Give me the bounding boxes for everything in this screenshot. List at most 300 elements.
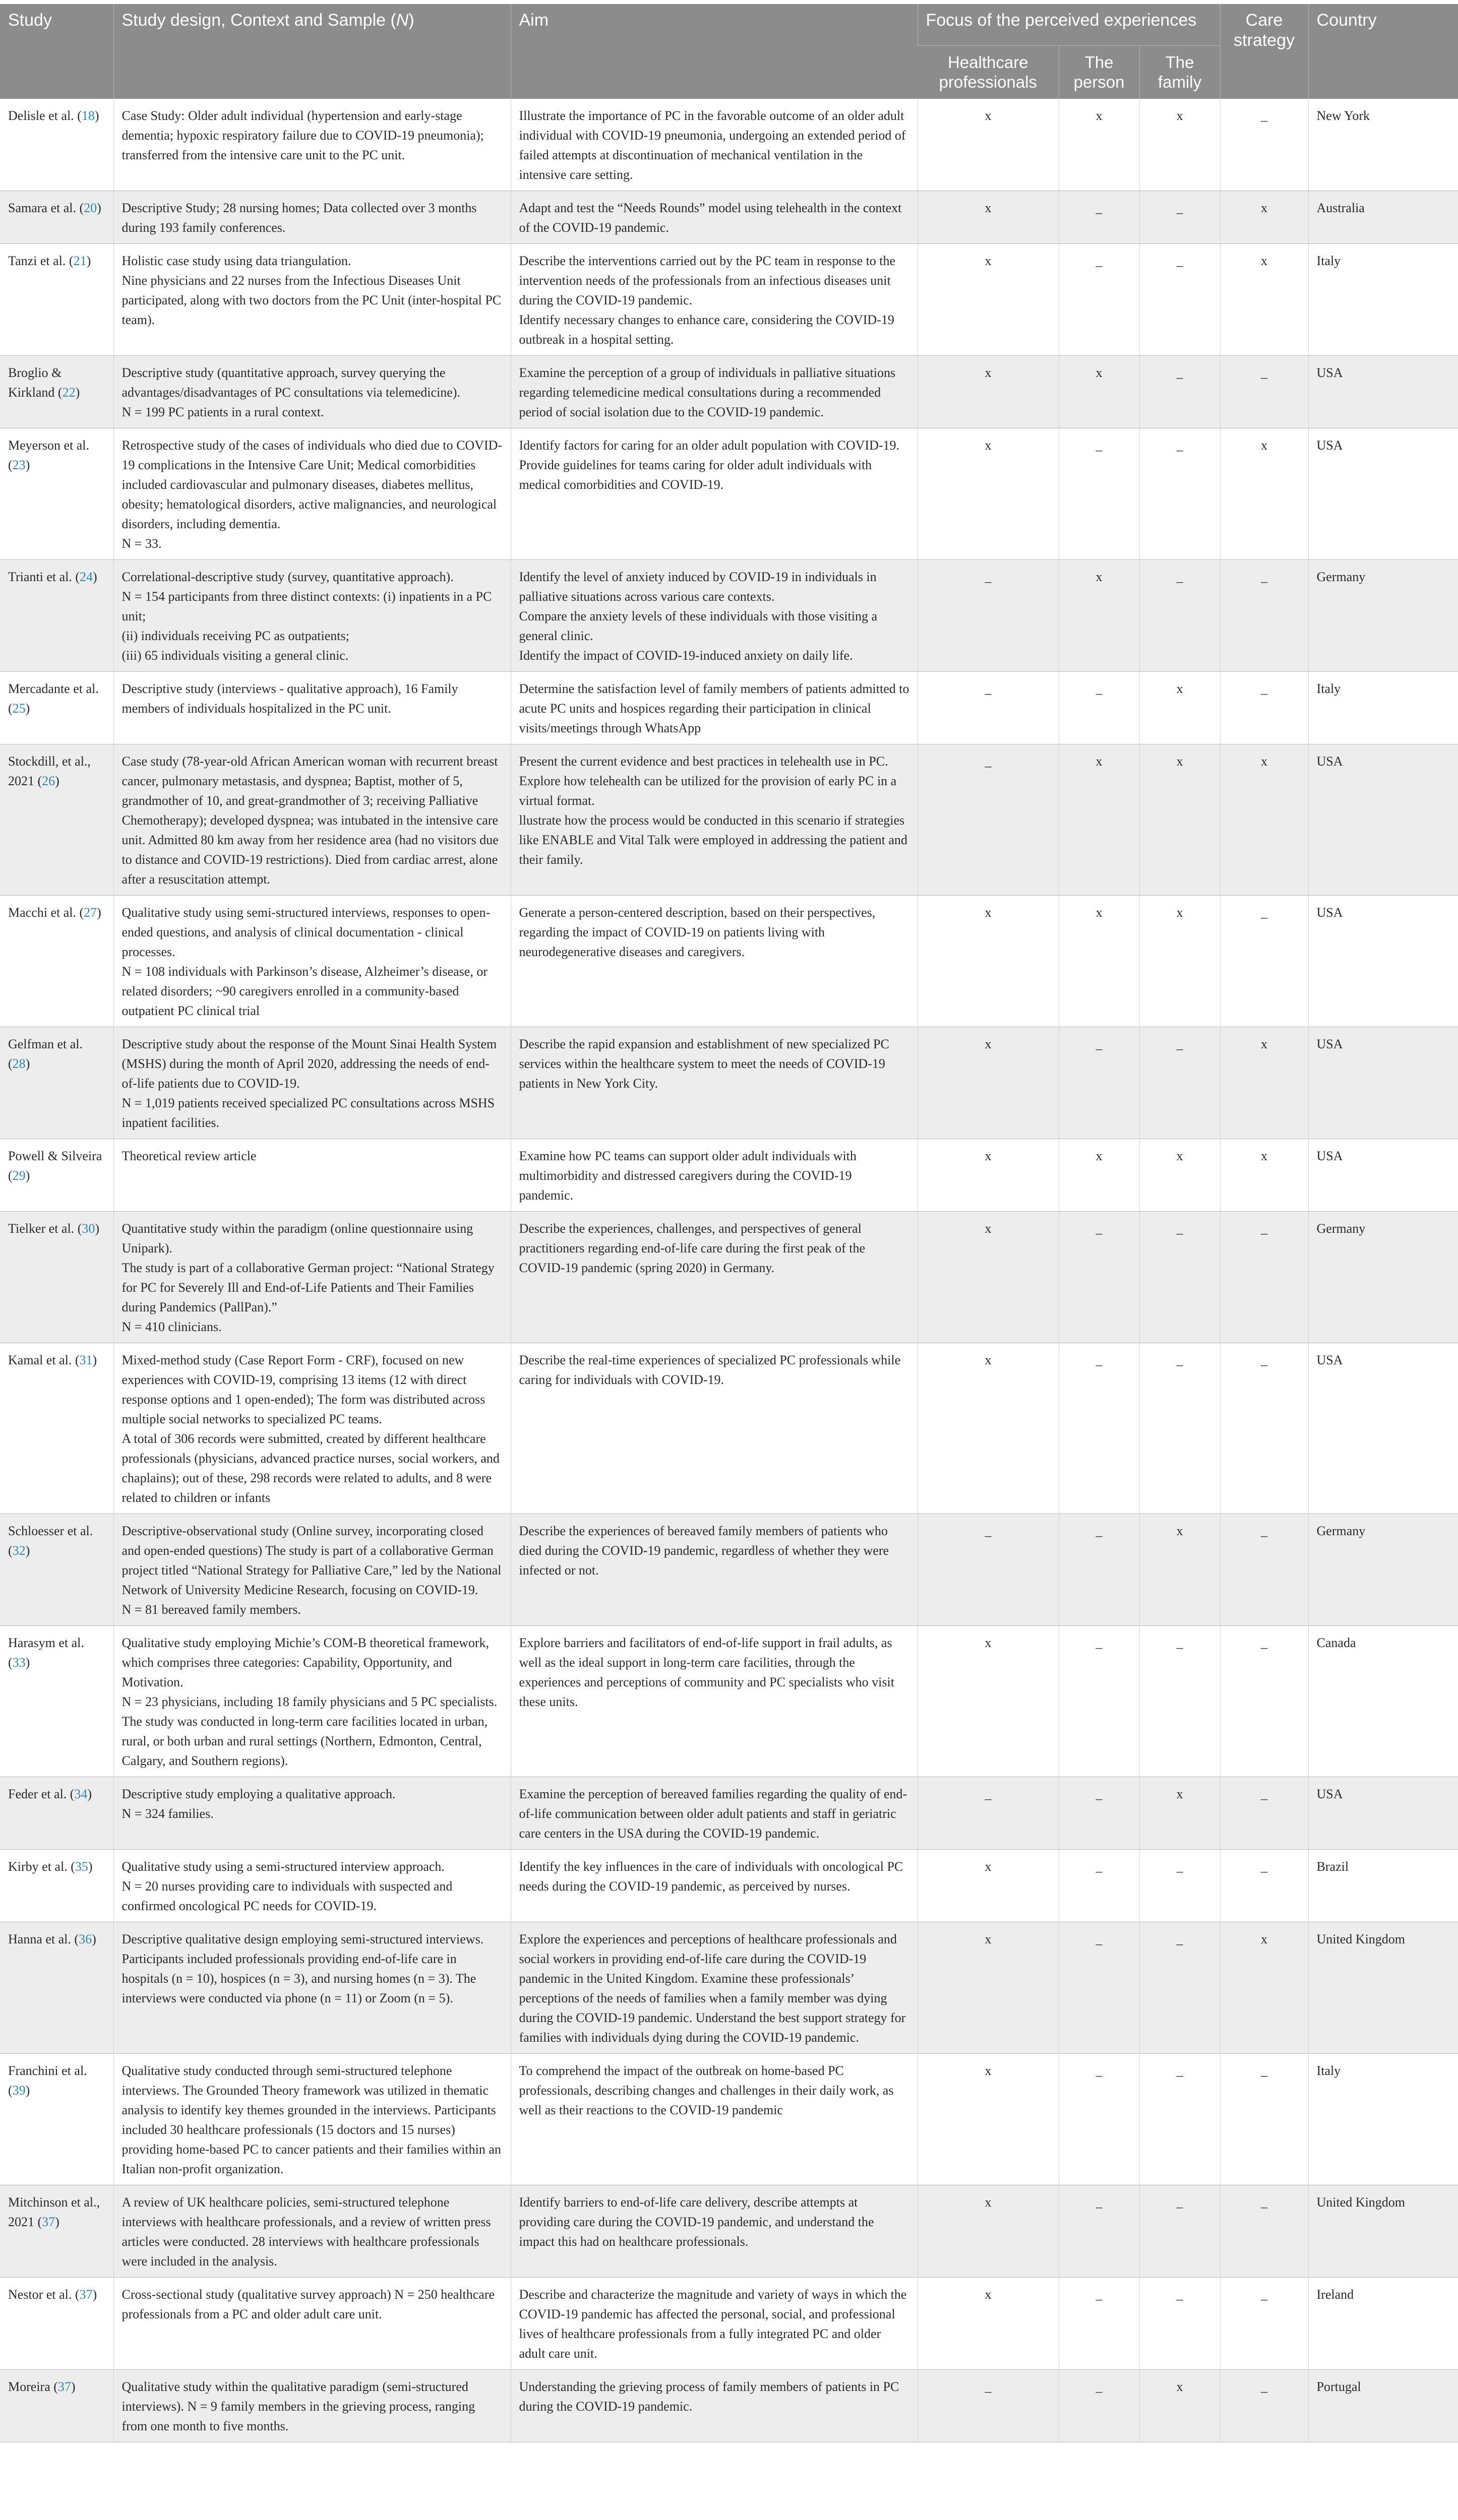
- cell-study: Kamal et al. (31): [0, 1343, 113, 1514]
- design-line: Descriptive study employing a qualitative approach.: [122, 1787, 396, 1801]
- design-line: The study is part of a collaborative German project: “National Strategy for PC for Severely Ill and End-of-Life Patients and Their Families during Pandemics (PallPan).”: [122, 1261, 495, 1314]
- cell-the-person: _: [1059, 1027, 1139, 1139]
- cell-healthcare-professionals: x: [918, 2185, 1059, 2278]
- study-ref-link[interactable]: 34: [74, 1787, 88, 1801]
- design-line: N = 154 participants from three distinct contexts: (i) inpatients in a PC unit;: [122, 589, 492, 623]
- table-row: [0, 1777, 1458, 1850]
- cell-study: Moreira (37): [0, 2370, 113, 2442]
- design-line: Descriptive study (quantitative approach, survey querying the advantages/disadvantages of PC consultations via telemedicine).: [122, 365, 460, 400]
- design-line: N = 199 PC patients in a rural context.: [122, 405, 324, 419]
- cell-aim: [511, 2054, 918, 2185]
- cell-aim: [511, 1212, 918, 1343]
- aim-line: Explore how telehealth can be utilized for the provision of early PC in a virtual format.: [519, 774, 897, 808]
- cell-the-person: _: [1059, 244, 1139, 356]
- cell-study: Stockdill, et al., 2021 (26): [0, 744, 113, 896]
- cell-country: Portugal: [1308, 2370, 1458, 2442]
- cell-the-person: _: [1059, 1922, 1139, 2054]
- cell-care-strategy: _: [1220, 1850, 1308, 1922]
- cell-country: Australia: [1308, 191, 1458, 244]
- table-row: [0, 2185, 1458, 2278]
- header-care-strategy: Care strategy: [1220, 4, 1308, 99]
- study-author: Schloesser et al.: [8, 1524, 93, 1538]
- cell-country: USA: [1308, 356, 1458, 428]
- table-row: [0, 1343, 1458, 1514]
- cell-the-person: _: [1059, 2054, 1139, 2185]
- study-ref-link[interactable]: 32: [12, 1543, 26, 1558]
- design-line: A total of 306 records were submitted, created by different healthcare professionals (physicians, advanced practice nurses, social workers, and chaplains); out of these, 298 records were related to adults, and 8 were related to children or infants: [122, 1431, 500, 1505]
- cell-country: USA: [1308, 1027, 1458, 1139]
- cell-aim: [511, 744, 918, 896]
- cell-design: [113, 1777, 511, 1850]
- table-row: [0, 1139, 1458, 1212]
- cell-the-family: _: [1139, 244, 1220, 356]
- cell-the-family: _: [1139, 356, 1220, 428]
- cell-design: [113, 1626, 511, 1777]
- cell-care-strategy: x: [1220, 191, 1308, 244]
- design-line: Descriptive Study; 28 nursing homes; Data collected over 3 months during 193 family conferences.: [122, 201, 477, 235]
- cell-care-strategy: _: [1220, 2054, 1308, 2185]
- aim-line: Present the current evidence and best practices in telehealth use in PC.: [519, 754, 888, 769]
- study-author: Stockdill, et al., 2021: [8, 754, 91, 788]
- cell-design: [113, 1027, 511, 1139]
- studies-table: [0, 4, 1458, 2442]
- study-author: Franchini et al.: [8, 2063, 87, 2078]
- cell-care-strategy: _: [1220, 99, 1308, 191]
- aim-line: Describe and characterize the magnitude and variety of ways in which the COVID-19 pandemic has affected the personal, social, and professional lives of healthcare professionals from a fully integrated PC and older adult care unit.: [519, 2287, 907, 2361]
- cell-study: Tielker et al. (30): [0, 1212, 113, 1343]
- cell-care-strategy: _: [1220, 1212, 1308, 1343]
- cell-the-family: _: [1139, 560, 1220, 672]
- cell-aim: [511, 2278, 918, 2370]
- cell-the-person: _: [1059, 1777, 1139, 1850]
- design-line: Qualitative study using a semi-structured interview approach.: [122, 1859, 445, 1874]
- cell-country: USA: [1308, 744, 1458, 896]
- cell-the-family: _: [1139, 428, 1220, 560]
- table-row: [0, 1922, 1458, 2054]
- aim-line: Understanding the grieving process of family members of patients in PC during the COVID-19 pandemic.: [519, 2379, 899, 2414]
- cell-the-person: x: [1059, 99, 1139, 191]
- study-author: Meyerson et al.: [8, 438, 90, 453]
- design-line: Qualitative study using semi-structured interviews, responses to open-ended questions, and analysis of clinical documentation - clinical processes.: [122, 905, 491, 959]
- cell-study: Hanna et al. (36): [0, 1922, 113, 2054]
- study-author: Mercadante et al.: [8, 681, 99, 696]
- cell-aim: [511, 356, 918, 428]
- cell-design: [113, 2054, 511, 2185]
- cell-study: Tanzi et al. (21): [0, 244, 113, 356]
- cell-aim: [511, 1514, 918, 1626]
- study-author: Broglio & Kirkland: [8, 365, 62, 400]
- study-author: Kirby et al.: [8, 1859, 68, 1874]
- cell-aim: [511, 1922, 918, 2054]
- study-author: Harasym et al.: [8, 1635, 84, 1650]
- table-row: [0, 1027, 1458, 1139]
- cell-aim: [511, 2370, 918, 2442]
- cell-design: [113, 244, 511, 356]
- cell-the-person: x: [1059, 356, 1139, 428]
- table-row: [0, 560, 1458, 672]
- cell-aim: [511, 1850, 918, 1922]
- cell-aim: [511, 1626, 918, 1777]
- design-line: Descriptive qualitative design employing semi-structured interviews. Participants included professionals providing end-of-life care in hospitals (n = 10), hospices (n = 3), and nursing homes (n = 3). The interviews were conducted via phone (n = 11) or Zoom (n = 5).: [122, 1932, 484, 2005]
- aim-line: Identify the key influences in the care of individuals with oncological PC needs during the COVID-19 pandemic, as perceived by nurses.: [519, 1859, 903, 1894]
- cell-design: [113, 1514, 511, 1626]
- aim-line: Identify factors for caring for an older adult population with COVID-19.: [519, 438, 900, 453]
- cell-the-family: _: [1139, 191, 1220, 244]
- table-row: [0, 2054, 1458, 2185]
- cell-the-family: x: [1139, 672, 1220, 744]
- study-author: Delisle et al.: [8, 108, 74, 123]
- table-row: [0, 1212, 1458, 1343]
- cell-design: [113, 2278, 511, 2370]
- cell-the-person: _: [1059, 2185, 1139, 2278]
- table-row: [0, 672, 1458, 744]
- aim-line: Generate a person-centered description, based on their perspectives, regarding the impact of COVID-19 on patients living with neurodegenerative diseases and caregivers.: [519, 905, 876, 959]
- study-author: Tanzi et al.: [8, 254, 66, 268]
- cell-the-person: x: [1059, 1139, 1139, 1212]
- aim-line: Identify the impact of COVID-19-induced anxiety on daily life.: [519, 648, 853, 663]
- cell-care-strategy: x: [1220, 744, 1308, 896]
- cell-healthcare-professionals: x: [918, 2278, 1059, 2370]
- study-ref-link[interactable]: 31: [79, 1353, 93, 1367]
- aim-line: Describe the experiences of bereaved family members of patients who died during the COVID-19 pandemic, regardless of whether they were infected or not.: [519, 1524, 889, 1578]
- cell-design: [113, 560, 511, 672]
- header-aim: Aim: [511, 4, 918, 99]
- cell-the-family: x: [1139, 99, 1220, 191]
- cell-country: Brazil: [1308, 1850, 1458, 1922]
- design-line: (ii) individuals receiving PC as outpatients;: [122, 628, 349, 643]
- cell-design: [113, 99, 511, 191]
- cell-study: Franchini et al. (39): [0, 2054, 113, 2185]
- cell-the-person: _: [1059, 1626, 1139, 1777]
- cell-design: [113, 744, 511, 896]
- cell-design: [113, 672, 511, 744]
- cell-healthcare-professionals: x: [918, 1850, 1059, 1922]
- design-line: Theoretical review article: [122, 1149, 257, 1163]
- cell-the-person: _: [1059, 191, 1139, 244]
- cell-country: USA: [1308, 428, 1458, 560]
- cell-healthcare-professionals: x: [918, 99, 1059, 191]
- cell-the-person: x: [1059, 744, 1139, 896]
- cell-healthcare-professionals: x: [918, 356, 1059, 428]
- cell-care-strategy: _: [1220, 560, 1308, 672]
- aim-line: Describe the experiences, challenges, and perspectives of general practitioners regarding end-of-life care during the first peak of the COVID-19 pandemic (spring 2020) in Germany.: [519, 1221, 866, 1275]
- study-ref-link[interactable]: 27: [84, 905, 97, 920]
- aim-line: Adapt and test the “Needs Rounds” model using telehealth in the context of the COVID-19 pandemic.: [519, 201, 902, 235]
- cell-aim: [511, 1777, 918, 1850]
- cell-care-strategy: _: [1220, 356, 1308, 428]
- cell-aim: [511, 896, 918, 1027]
- cell-study: Kirby et al. (35): [0, 1850, 113, 1922]
- cell-the-family: _: [1139, 1027, 1220, 1139]
- cell-healthcare-professionals: _: [918, 1514, 1059, 1626]
- table-row: [0, 99, 1458, 191]
- design-line: N = 1,019 patients received specialized PC consultations across MSHS inpatient facilities.: [122, 1096, 495, 1130]
- cell-healthcare-professionals: x: [918, 1626, 1059, 1777]
- study-author: Macchi et al.: [8, 905, 76, 920]
- cell-healthcare-professionals: x: [918, 1212, 1059, 1343]
- study-ref-link[interactable]: 28: [12, 1056, 26, 1071]
- study-author: Nestor et al.: [8, 2287, 72, 2302]
- study-ref-link[interactable]: 18: [81, 108, 95, 123]
- study-author: Mitchinson et al., 2021: [8, 2195, 100, 2229]
- cell-study: Mercadante et al. (25): [0, 672, 113, 744]
- table-row: [0, 244, 1458, 356]
- aim-line: Provide guidelines for teams caring for older adult individuals with medical comorbidities and COVID-19.: [519, 458, 872, 492]
- study-ref-link[interactable]: 33: [12, 1655, 26, 1670]
- aim-line: Describe the interventions carried out by the PC team in response to the intervention needs of the professionals from an infectious diseases unit during the COVID-19 pandemic.: [519, 254, 896, 307]
- cell-healthcare-professionals: x: [918, 1922, 1059, 2054]
- design-line: Cross-sectional study (qualitative survey approach) N = 250 healthcare professionals from a PC and older adult care unit.: [122, 2287, 495, 2321]
- study-author: Gelfman et al.: [8, 1037, 83, 1051]
- cell-the-family: _: [1139, 1626, 1220, 1777]
- cell-healthcare-professionals: x: [918, 2054, 1059, 2185]
- cell-care-strategy: _: [1220, 2278, 1308, 2370]
- study-ref-link[interactable]: 29: [12, 1168, 26, 1183]
- cell-the-family: x: [1139, 1139, 1220, 1212]
- cell-country: USA: [1308, 896, 1458, 1027]
- cell-the-family: x: [1139, 1777, 1220, 1850]
- study-author: Feder et al.: [8, 1787, 67, 1801]
- cell-healthcare-professionals: x: [918, 896, 1059, 1027]
- cell-country: USA: [1308, 1343, 1458, 1514]
- cell-country: New York: [1308, 99, 1458, 191]
- cell-the-family: _: [1139, 2278, 1220, 2370]
- cell-study: Meyerson et al. (23): [0, 428, 113, 560]
- study-author: Powell & Silveira: [8, 1149, 102, 1163]
- cell-the-person: _: [1059, 1514, 1139, 1626]
- header-design: [113, 4, 511, 99]
- study-ref-link[interactable]: 37: [42, 2215, 55, 2229]
- cell-the-person: _: [1059, 428, 1139, 560]
- cell-aim: [511, 1343, 918, 1514]
- table-header: [0, 4, 1458, 99]
- design-line: Qualitative study within the qualitative paradigm (semi-structured interviews). N = 9 family members in the grieving process, ranging from one month to five months.: [122, 2379, 475, 2433]
- cell-design: [113, 1139, 511, 1212]
- cell-the-family: x: [1139, 2370, 1220, 2442]
- cell-country: Germany: [1308, 1212, 1458, 1343]
- cell-healthcare-professionals: x: [918, 1139, 1059, 1212]
- cell-study: Feder et al. (34): [0, 1777, 113, 1850]
- cell-country: USA: [1308, 1139, 1458, 1212]
- study-ref-link[interactable]: 35: [75, 1859, 88, 1874]
- header-design-text: Study design, Context and Sample (: [122, 11, 396, 30]
- study-ref-link[interactable]: 36: [79, 1932, 92, 1946]
- cell-study: Mitchinson et al., 2021 (37): [0, 2185, 113, 2278]
- design-line: N = 23 physicians, including 18 family physicians and 5 PC specialists. The study was conducted in long-term care facilities located in urban, rural, or both urban and rural settings (Northern, Edmonton, Central, Calgary, and Southern regions).: [122, 1694, 498, 1768]
- cell-design: [113, 356, 511, 428]
- design-line: Retrospective study of the cases of individuals who died due to COVID-19 complications in the Intensive Care Unit; Medical comorbidities included cardiovascular and pulmonary diseases, diabetes mellitus, obesity; hematological disorders, active malignancies, and neurological disorders, including dementia.: [122, 438, 503, 531]
- cell-country: Germany: [1308, 1514, 1458, 1626]
- cell-country: United Kingdom: [1308, 1922, 1458, 2054]
- table-row: [0, 2370, 1458, 2442]
- study-author: Samara et al.: [8, 201, 76, 215]
- header-focus: Focus of the perceived experiences: [918, 4, 1220, 46]
- cell-study: Powell & Silveira (29): [0, 1139, 113, 1212]
- aim-line: Explore barriers and facilitators of end-of-life support in frail adults, as well as the ideal support in long-term care facilities, through the experiences and perceptions of community and PC specialists who visit these units.: [519, 1635, 894, 1709]
- cell-study: Trianti et al. (24): [0, 560, 113, 672]
- table-row: [0, 1514, 1458, 1626]
- cell-care-strategy: _: [1220, 1514, 1308, 1626]
- cell-design: [113, 1850, 511, 1922]
- study-ref-link[interactable]: 24: [80, 570, 93, 584]
- cell-healthcare-professionals: _: [918, 560, 1059, 672]
- design-line: N = 20 nurses providing care to individuals with suspected and confirmed oncological PC needs for COVID-19.: [122, 1879, 453, 1913]
- design-line: Correlational-descriptive study (survey, quantitative approach).: [122, 570, 454, 584]
- design-line: (iii) 65 individuals visiting a general clinic.: [122, 648, 349, 663]
- cell-care-strategy: _: [1220, 1343, 1308, 1514]
- cell-study: Nestor et al. (37): [0, 2278, 113, 2370]
- design-line: A review of UK healthcare policies, semi-structured telephone interviews with healthcare professionals, and a review of written press articles were conducted. 28 interviews with healthcare professionals were included in the analysis.: [122, 2195, 491, 2269]
- aim-line: Determine the satisfaction level of family members of patients admitted to acute PC units and hospices regarding their participation in clinical visits/meetings through WhatsApp: [519, 681, 909, 735]
- aim-line: Identify barriers to end-of-life care delivery, describe attempts at providing care during the COVID-19 pandemic, and understand the impact this had on healthcare professionals.: [519, 2195, 874, 2249]
- cell-study: Gelfman et al. (28): [0, 1027, 113, 1139]
- cell-care-strategy: x: [1220, 1027, 1308, 1139]
- cell-the-person: _: [1059, 2278, 1139, 2370]
- cell-aim: [511, 244, 918, 356]
- aim-line: Examine the perception of a group of individuals in palliative situations regarding telemedicine medical consultations during a recommended period of social isolation due to the COVID-19 pandemic.: [519, 365, 896, 419]
- study-author: Trianti et al.: [8, 570, 72, 584]
- aim-line: Describe the real-time experiences of specialized PC professionals while caring for individuals with COVID-19.: [519, 1353, 901, 1387]
- design-line: Descriptive study (interviews - qualitative approach), 16 Family members of individuals hospitalized in the PC unit.: [122, 681, 458, 716]
- cell-design: [113, 1922, 511, 2054]
- cell-aim: [511, 672, 918, 744]
- aim-line: Identify the level of anxiety induced by COVID-19 in individuals in palliative situations across various care contexts.: [519, 570, 877, 604]
- cell-care-strategy: _: [1220, 2370, 1308, 2442]
- cell-healthcare-professionals: x: [918, 428, 1059, 560]
- design-line: Qualitative study conducted through semi-structured telephone interviews. The Grounded Theory framework was utilized in thematic analysis to identify key themes grounded in the interviews. Participants included 30 healthcare professionals (15 doctors and 15 nurses) providing home-based PC to cancer patients and their families within an Italian non-profit organization.: [122, 2063, 501, 2176]
- design-line: Case Study: Older adult individual (hypertension and early-stage dementia; hypoxic respiratory failure due to COVID-19 pneumonia); transferred from the intensive care unit to the PC unit.: [122, 108, 484, 162]
- table-row: [0, 356, 1458, 428]
- aim-line: To comprehend the impact of the outbreak on home-based PC professionals, describing changes and challenges in their daily work, as well as their reactions to the COVID-19 pandemic: [519, 2063, 894, 2117]
- study-ref-link[interactable]: 26: [42, 774, 55, 788]
- aim-line: llustrate how the process would be conducted in this scenario if strategies like ENABLE and Vital Talk were employed in addressing the patient and their family.: [519, 813, 907, 867]
- cell-country: United Kingdom: [1308, 2185, 1458, 2278]
- cell-healthcare-professionals: _: [918, 1777, 1059, 1850]
- table-row: [0, 428, 1458, 560]
- study-ref-link[interactable]: 37: [79, 2287, 93, 2302]
- cell-design: [113, 191, 511, 244]
- cell-country: Italy: [1308, 2054, 1458, 2185]
- header-country: Country: [1308, 4, 1458, 99]
- cell-care-strategy: x: [1220, 428, 1308, 560]
- design-line: Holistic case study using data triangulation.: [122, 254, 351, 268]
- cell-healthcare-professionals: _: [918, 744, 1059, 896]
- table-row: [0, 1850, 1458, 1922]
- study-author: Hanna et al.: [8, 1932, 71, 1946]
- cell-the-person: _: [1059, 1850, 1139, 1922]
- table-row: [0, 744, 1458, 896]
- cell-country: Italy: [1308, 672, 1458, 744]
- study-ref-link[interactable]: 30: [82, 1221, 95, 1236]
- cell-study: Samara et al. (20): [0, 191, 113, 244]
- cell-care-strategy: _: [1220, 896, 1308, 1027]
- header-the-person: The person: [1059, 46, 1139, 99]
- design-line: Case study (78-year-old African American woman with recurrent breast cancer, pulmonary metastasis, and dyspnea; Baptist, mother of 5, grandmother of 10, and great-grandmother of 3; receiving Palliative Chemotherapy); developed dyspnea; was intubated in the intensive care unit. Admitted 80 km away from her residence area (had no visitors due to distance and COVID-19 restrictions). Died from cardiac arrest, alone after a resuscitation attempt.: [122, 754, 499, 887]
- table-row: [0, 2278, 1458, 2370]
- cell-aim: [511, 99, 918, 191]
- cell-aim: [511, 2185, 918, 2278]
- study-ref-link[interactable]: 37: [57, 2379, 71, 2394]
- study-ref-link[interactable]: 22: [62, 385, 76, 400]
- study-ref-link[interactable]: 20: [84, 201, 97, 215]
- design-line: Nine physicians and 22 nurses from the Infectious Diseases Unit participated, along with two doctors from the PC Unit (inter-hospital PC team).: [122, 273, 502, 327]
- cell-the-family: x: [1139, 744, 1220, 896]
- cell-country: Italy: [1308, 244, 1458, 356]
- cell-the-person: _: [1059, 1343, 1139, 1514]
- cell-the-family: x: [1139, 896, 1220, 1027]
- cell-healthcare-professionals: x: [918, 191, 1059, 244]
- aim-line: Examine the perception of bereaved families regarding the quality of end-of-life communication between older adult patients and staff in geriatric care centers in the USA during the COVID-19 pandemic.: [519, 1787, 907, 1841]
- header-design-close: ): [408, 11, 414, 30]
- aim-line: Illustrate the importance of PC in the favorable outcome of an older adult individual with COVID-19 pneumonia, undergoing an extended period of failed attempts at discontinuation of mechanical ventilation in the intensive care setting.: [519, 108, 906, 182]
- aim-line: Explore the experiences and perceptions of healthcare professionals and social workers in providing end-of-life care during the COVID-19 pandemic in the United Kingdom. Examine these professionals’ perceptions of the needs of families when a family member was dying during the COVID-19 pandemic. Understand the best support strategy for families with individuals dying during the COVID-19 pandemic.: [519, 1932, 906, 2045]
- cell-the-family: _: [1139, 1343, 1220, 1514]
- cell-the-family: _: [1139, 2185, 1220, 2278]
- study-author: Tielker et al.: [8, 1221, 75, 1236]
- cell-care-strategy: _: [1220, 1626, 1308, 1777]
- cell-the-family: _: [1139, 1212, 1220, 1343]
- aim-line: Describe the rapid expansion and establishment of new specialized PC services within the healthcare system to meet the needs of COVID-19 patients in New York City.: [519, 1037, 889, 1091]
- header-healthcare-professionals: Healthcare professionals: [918, 46, 1059, 99]
- cell-design: [113, 2185, 511, 2278]
- cell-healthcare-professionals: x: [918, 1343, 1059, 1514]
- design-line: N = 410 clinicians.: [122, 1319, 222, 1334]
- design-line: Mixed-method study (Case Report Form - CRF), focused on new experiences with COVID-19, comprising 13 items (12 with direct response options and 1 open-ended); The form was distributed across multiple social networks to specialized PC teams.: [122, 1353, 485, 1426]
- study-ref-link[interactable]: 25: [12, 701, 26, 716]
- cell-care-strategy: x: [1220, 1139, 1308, 1212]
- cell-aim: [511, 1139, 918, 1212]
- design-line: Descriptive study about the response of the Mount Sinai Health System (MSHS) during the month of April 2020, addressing the needs of end-of-life patients due to COVID-19.: [122, 1037, 497, 1091]
- cell-study: Macchi et al. (27): [0, 896, 113, 1027]
- study-ref-link[interactable]: 39: [12, 2083, 26, 2098]
- cell-aim: [511, 191, 918, 244]
- cell-country: Ireland: [1308, 2278, 1458, 2370]
- cell-country: USA: [1308, 1777, 1458, 1850]
- cell-design: [113, 428, 511, 560]
- aim-line: Examine how PC teams can support older adult individuals with multimorbidity and distressed caregivers during the COVID-19 pandemic.: [519, 1149, 857, 1203]
- study-ref-link[interactable]: 23: [12, 458, 26, 472]
- cell-design: [113, 1343, 511, 1514]
- cell-study: Schloesser et al. (32): [0, 1514, 113, 1626]
- cell-healthcare-professionals: x: [918, 244, 1059, 356]
- cell-the-person: _: [1059, 2370, 1139, 2442]
- cell-the-family: _: [1139, 1922, 1220, 2054]
- cell-study: Broglio & Kirkland (22): [0, 356, 113, 428]
- design-line: N = 324 families.: [122, 1806, 214, 1821]
- aim-line: Compare the anxiety levels of these individuals with those visiting a general clinic.: [519, 609, 878, 643]
- cell-the-person: x: [1059, 560, 1139, 672]
- cell-aim: [511, 428, 918, 560]
- design-line: Qualitative study employing Michie’s COM-B theoretical framework, which comprises three categories: Capability, Opportunity, and Motivation.: [122, 1635, 490, 1689]
- cell-the-person: _: [1059, 672, 1139, 744]
- study-ref-link[interactable]: 21: [73, 254, 87, 268]
- cell-the-family: _: [1139, 2054, 1220, 2185]
- cell-country: Germany: [1308, 560, 1458, 672]
- cell-healthcare-professionals: x: [918, 1027, 1059, 1139]
- aim-line: Identify necessary changes to enhance care, considering the COVID-19 outbreak in a hospital setting.: [519, 312, 894, 347]
- cell-country: Canada: [1308, 1626, 1458, 1777]
- design-line: Descriptive-observational study (Online survey, incorporating closed and open-ended questions) The study is part of a collaborative German project titled “National Strategy for Palliative Care,” led by the National Network of University Medicine Research, focusing on COVID-19.: [122, 1524, 502, 1597]
- cell-healthcare-professionals: _: [918, 2370, 1059, 2442]
- cell-care-strategy: _: [1220, 1777, 1308, 1850]
- cell-the-family: x: [1139, 1514, 1220, 1626]
- cell-aim: [511, 560, 918, 672]
- design-line: Quantitative study within the paradigm (online questionnaire using Unipark).: [122, 1221, 473, 1255]
- study-author: Moreira: [8, 2379, 50, 2394]
- design-line: N = 81 bereaved family members.: [122, 1602, 301, 1617]
- study-author: Kamal et al.: [8, 1353, 72, 1367]
- cell-design: [113, 896, 511, 1027]
